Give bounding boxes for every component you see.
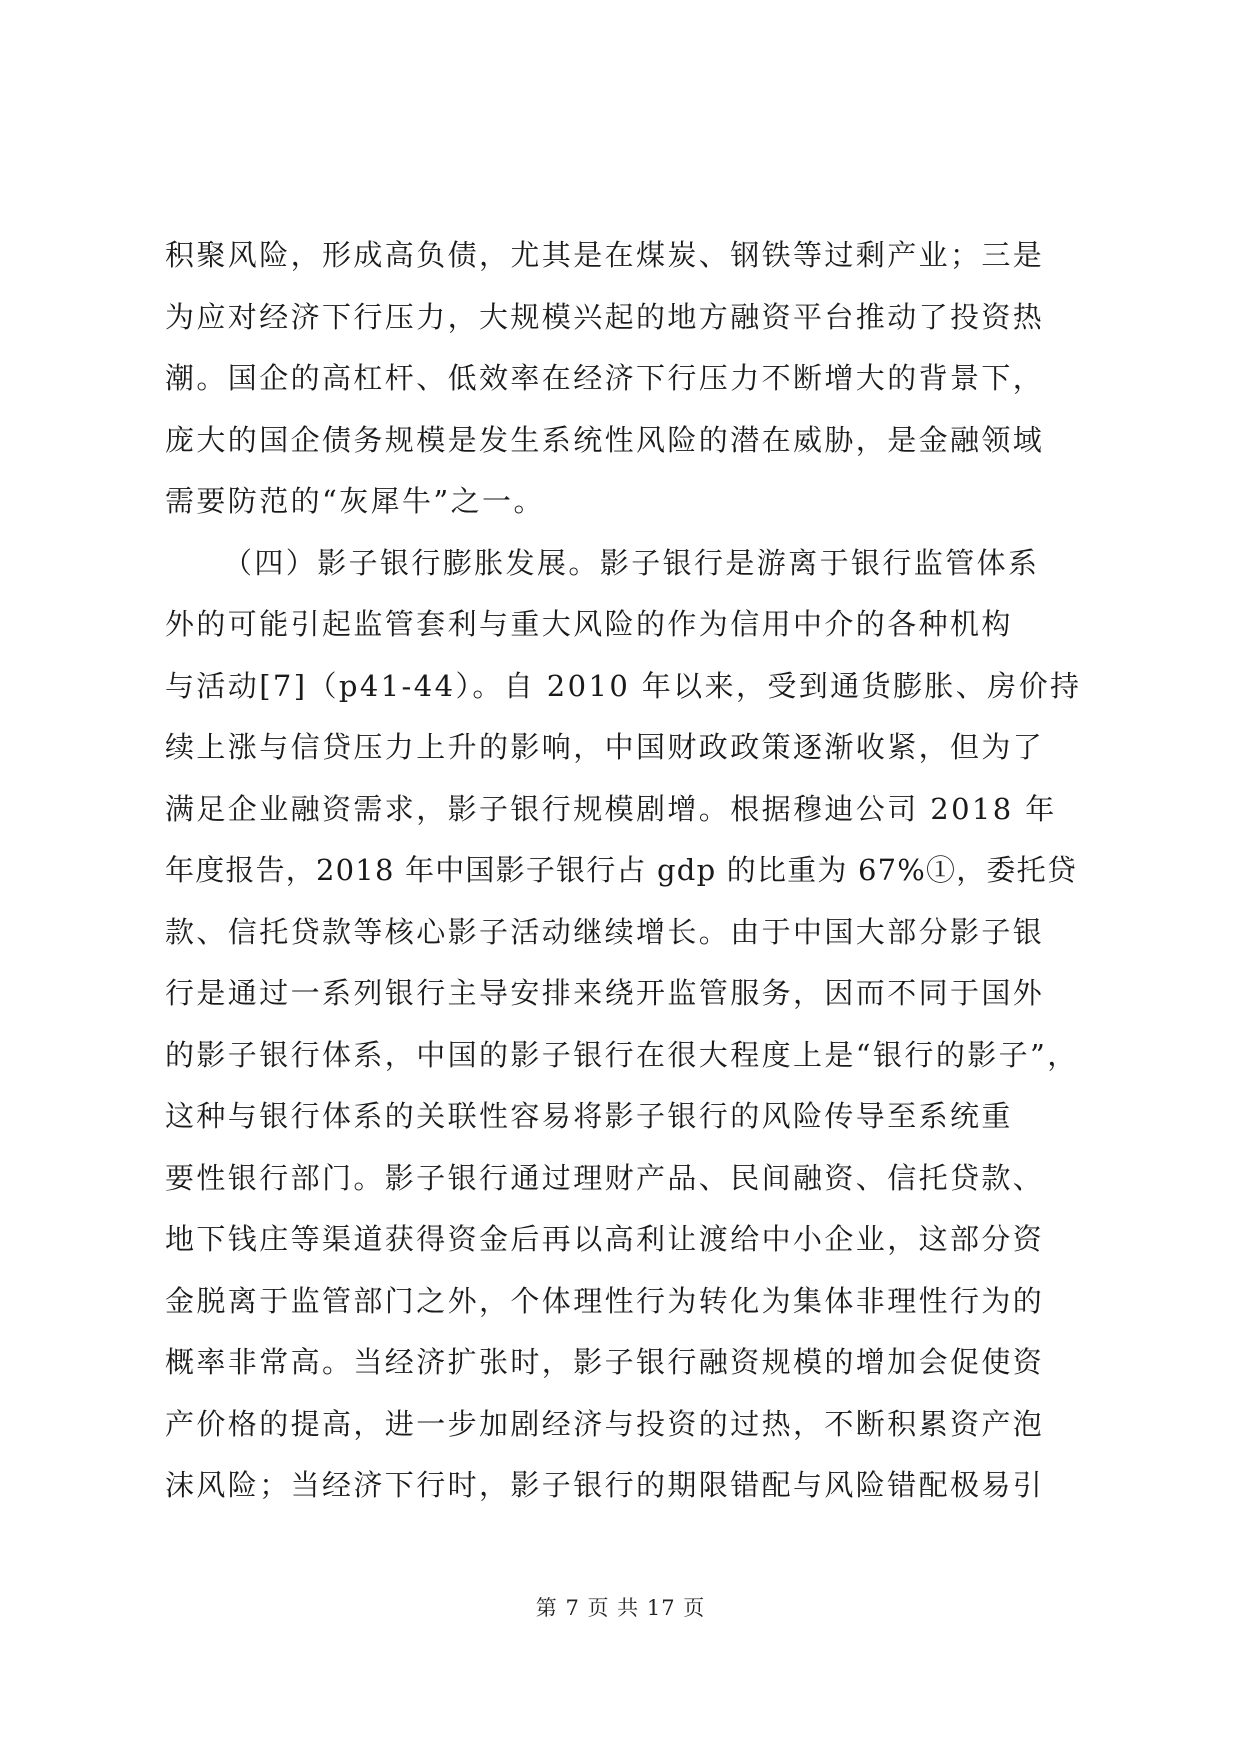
body-text [165, 225, 1085, 1517]
text-line: 产价格的提高，进一步加剧经济与投资的过热，不断积累资产泡 [165, 1406, 1045, 1441]
text-line: 要性银行部门。影子银行通过理财产品、民间融资、信托贷款、 [165, 1160, 1045, 1195]
text-line: 满足企业融资需求，影子银行规模剧增。根据穆迪公司 2018 年 [165, 791, 1057, 826]
text-line: 年度报告，2018 年中国影子银行占 gdp 的比重为 67%①，委托贷 [165, 853, 1078, 887]
text-line: 需要防范的“灰犀牛”之一。 [165, 484, 545, 518]
text-line: 行是通过一系列银行主导安排来绕开监管服务，因而不同于国外 [165, 976, 1045, 1010]
text-line: 潮。国企的高杠杆、低效率在经济下行压力不断增大的背景下， [165, 361, 1045, 395]
text-line: 续上涨与信贷压力上升的影响，中国财政政策逐渐收紧，但为了 [165, 730, 1045, 764]
text-line: 款、信托贷款等核心影子活动继续增长。由于中国大部分影子银 [165, 914, 1045, 949]
text-line: 金脱离于监管部门之外，个体理性行为转化为集体非理性行为的 [165, 1283, 1045, 1318]
text-line: 概率非常高。当经济扩张时，影子银行融资规模的增加会促使资 [165, 1345, 1045, 1379]
text-line: 这种与银行体系的关联性容易将影子银行的风险传导至系统重 [165, 1099, 1013, 1133]
text-line: 积聚风险，形成高负债，尤其是在煤炭、钢铁等过剩产业；三是 [165, 238, 1045, 272]
text-line: 沫风险；当经济下行时，影子银行的期限错配与风险错配极易引 [165, 1468, 1045, 1502]
text-line: 地下钱庄等渠道获得资金后再以高利让渡给中小企业，这部分资 [165, 1222, 1045, 1256]
text-line: 外的可能引起监管套利与重大风险的作为信用中介的各种机构 [165, 607, 1013, 641]
page-number-footer: 第 7 页 共 17 页 [535, 1596, 706, 1620]
section-heading-line: （四）影子银行膨胀发展。影子银行是游离于银行监管体系 [223, 545, 1040, 580]
text-line: 为应对经济下行压力，大规模兴起的地方融资平台推动了投资热 [165, 299, 1045, 334]
text-line: 的影子银行体系，中国的影子银行在很大程度上是“银行的影子”， [165, 1037, 1079, 1072]
text-line: 与活动[7]（p41-44）。自 2010 年以来，受到通货膨胀、房价持 [165, 668, 1082, 703]
text-line: 庞大的国企债务规模是发生系统性风险的潜在威胁，是金融领域 [165, 422, 1045, 457]
